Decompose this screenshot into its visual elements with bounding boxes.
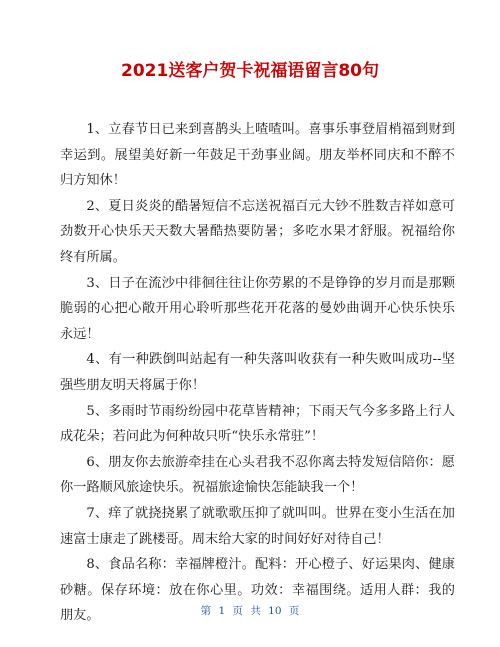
paragraph: 6、朋友你去旅游牵挂在心头君我不忍你离去特发短信陪你：愿你一路顺风旅途快乐。祝福旅途愉快怎能缺我一个！ <box>60 454 455 496</box>
paragraph: 8、食品名称：幸福牌橙汁。配料：开心橙子、好运果肉、健康砂糖。保存环境：放在你心里。功效：幸福围绕。适用人群：我的朋友。 <box>60 557 455 624</box>
paragraph: 2、夏日炎炎的酷暑短信不忘送祝福百元大钞不胜数吉祥如意可劲数开心快乐天天数大暑酷热要防暑；多吃水果才舒服。祝福给你终有所属。 <box>60 198 455 265</box>
paragraph: 1、立春节日已来到喜鹊头上喳喳叫。喜事乐事登眉梢福到财到幸运到。展望美好新一年鼓足干劲事业阔。朋友举杯同庆和不醉不归方知休！ <box>60 122 455 189</box>
paragraph: 4、有一种跌倒叫站起有一种失落叫收获有一种失败叫成功--坚强些朋友明天将属于你！ <box>60 352 455 393</box>
page-indicator: 第 1 页 共 10 页 <box>200 605 300 617</box>
paragraph: 7、痒了就挠挠累了就歌歌压抑了就叫叫。世界在变小生活在加速富士康走了跳楼哥。周末给大家的时间好好对待自己！ <box>60 505 455 547</box>
document-title: 2021送客户贺卡祝福语留言80句 <box>121 61 379 81</box>
paragraph: 5、多雨时节雨纷纷园中花草皆精神；下雨天气今多多路上行人成花朵；若问此为何种故只听“快乐永常驻”！ <box>60 403 455 445</box>
document-body <box>60 117 455 629</box>
paragraph: 3、日子在流沙中徘徊往往让你劳累的不是铮铮的岁月而是那颗脆弱的心把心敞开用心聆听那些花开花落的曼妙曲调开心快乐快乐永远！ <box>60 275 455 342</box>
